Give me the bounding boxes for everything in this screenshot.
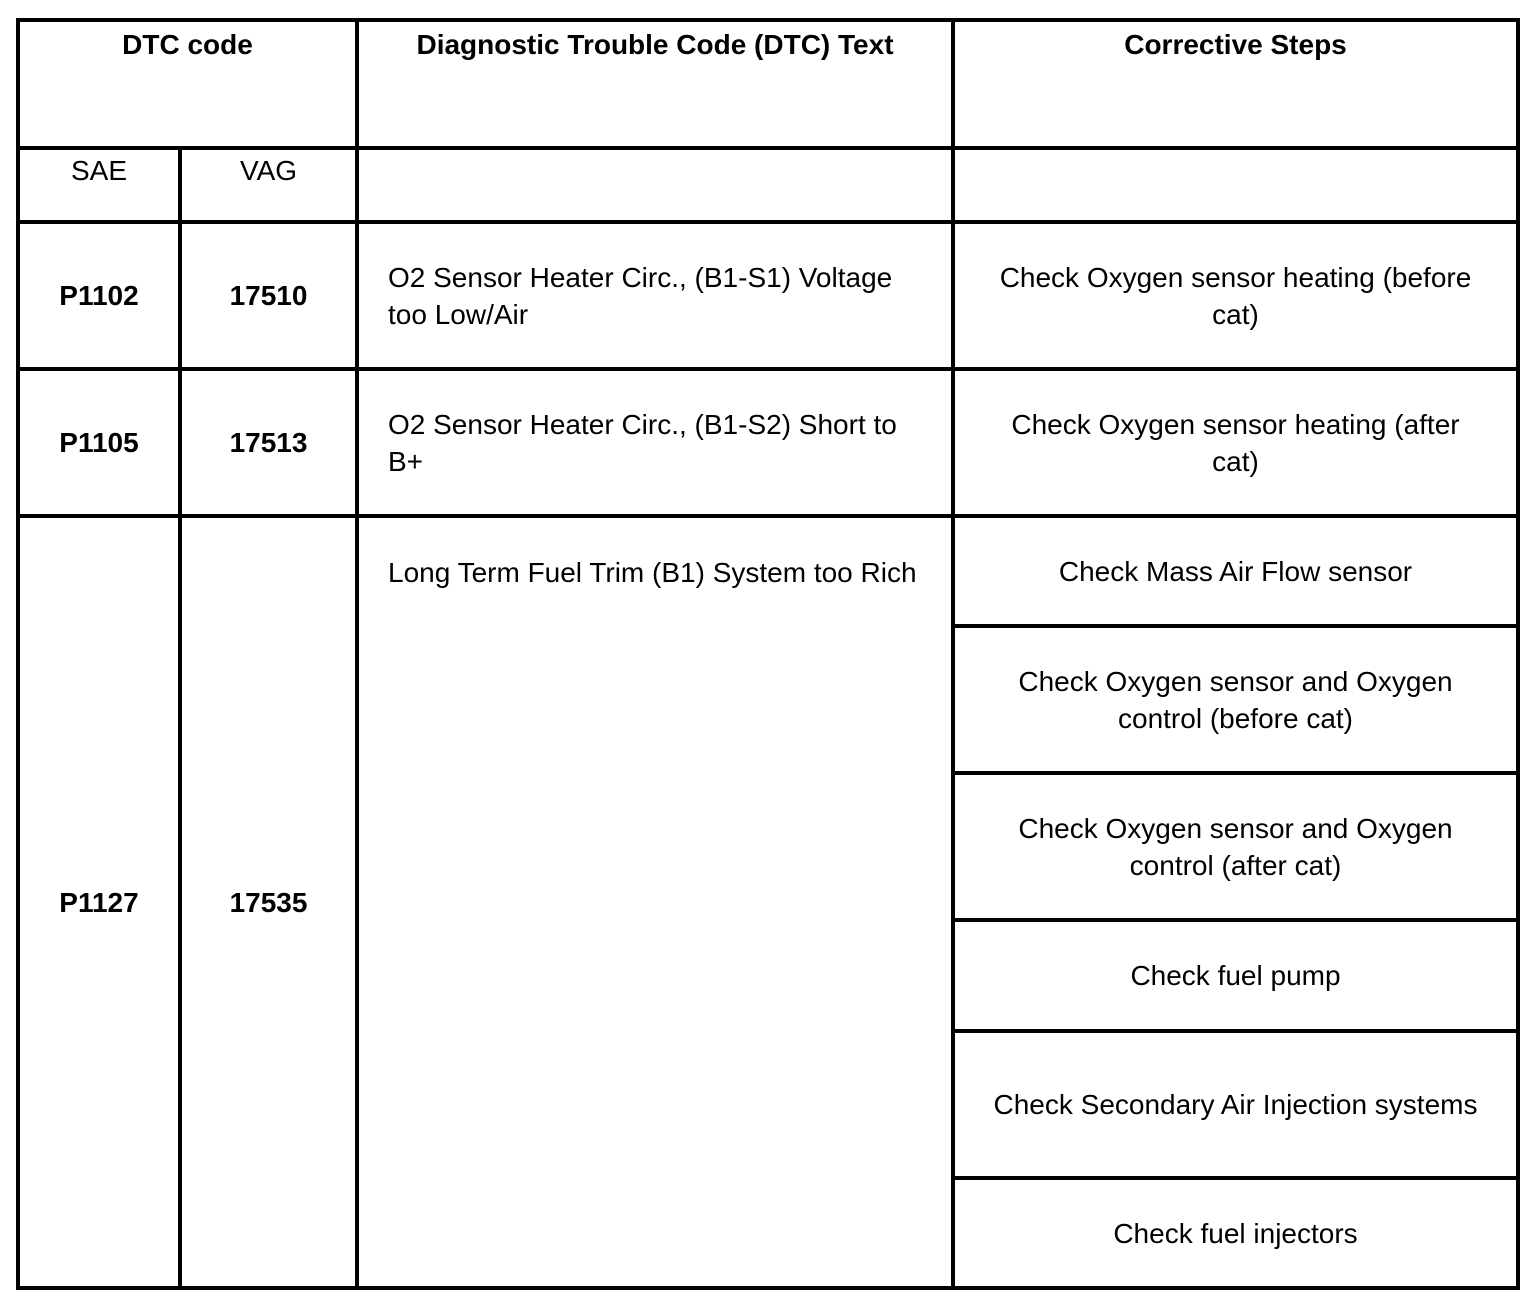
- vag-code: 17510: [180, 222, 357, 369]
- sae-code: P1102: [18, 222, 180, 369]
- table-row: [18, 222, 1518, 369]
- table-row: [18, 516, 1518, 626]
- dtc-text: O2 Sensor Heater Circ., (B1-S1) Voltage too Low/Air: [357, 222, 953, 369]
- subheader-empty-text: [357, 148, 953, 222]
- corrective-step: Check fuel pump: [953, 920, 1518, 1031]
- corrective-step: Check Secondary Air Injection systems: [953, 1031, 1518, 1178]
- sae-code: P1105: [18, 369, 180, 516]
- dtc-table: [16, 18, 1520, 1290]
- vag-code: 17513: [180, 369, 357, 516]
- dtc-text: O2 Sensor Heater Circ., (B1-S2) Short to B+: [357, 369, 953, 516]
- header-dtc-code: DTC code: [18, 20, 357, 148]
- corrective-step: Check Oxygen sensor and Oxygen control (after cat): [953, 773, 1518, 920]
- header-dtc-text: Diagnostic Trouble Code (DTC) Text: [357, 20, 953, 148]
- corrective-step: Check Oxygen sensor heating (before cat): [953, 222, 1518, 369]
- corrective-step: Check Oxygen sensor heating (after cat): [953, 369, 1518, 516]
- header-corrective-steps: Corrective Steps: [953, 20, 1518, 148]
- subheader-empty-steps: [953, 148, 1518, 222]
- subheader-sae: SAE: [18, 148, 180, 222]
- corrective-step: Check fuel injectors: [953, 1178, 1518, 1288]
- corrective-step: Check Oxygen sensor and Oxygen control (before cat): [953, 626, 1518, 773]
- header-row: [18, 20, 1518, 148]
- dtc-text: Long Term Fuel Trim (B1) System too Rich: [357, 516, 953, 1288]
- corrective-step: Check Mass Air Flow sensor: [953, 516, 1518, 626]
- subheader-vag: VAG: [180, 148, 357, 222]
- subheader-row: [18, 148, 1518, 222]
- table-row: [18, 369, 1518, 516]
- vag-code: 17535: [180, 516, 357, 1288]
- sae-code: P1127: [18, 516, 180, 1288]
